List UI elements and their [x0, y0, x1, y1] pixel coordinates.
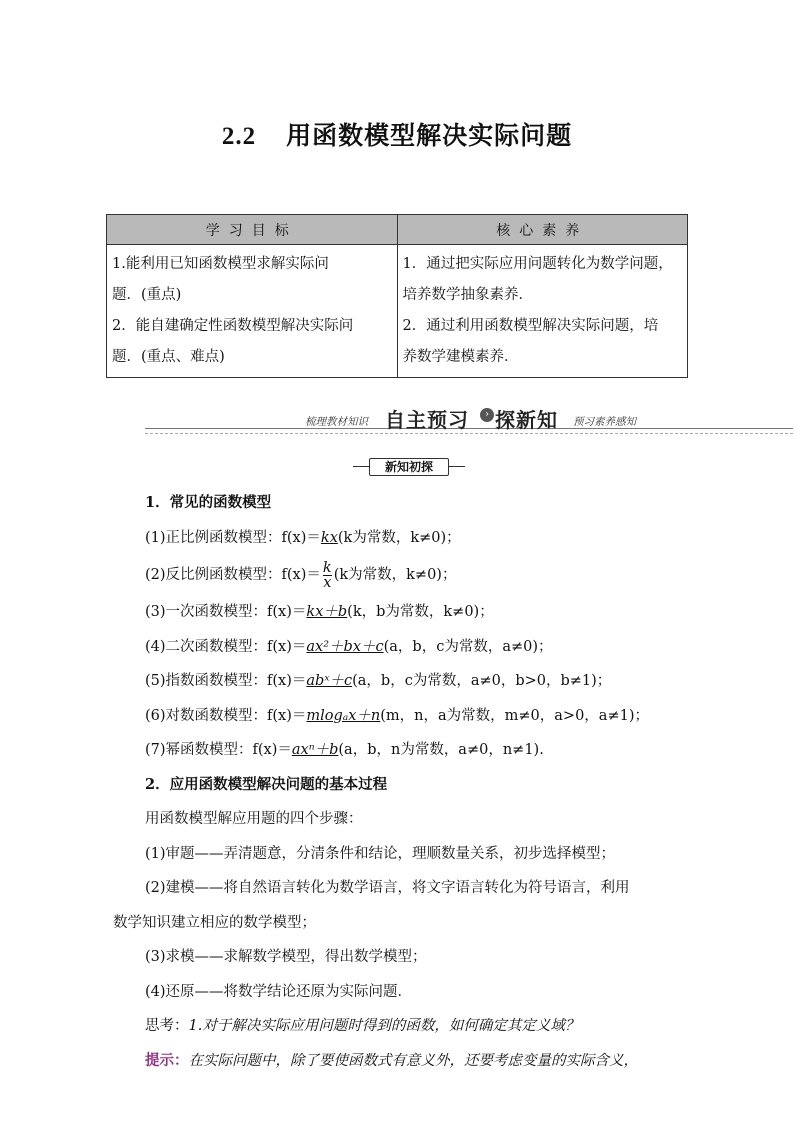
model-formula: kx＋b [306, 604, 348, 620]
section-number: 2.2 [221, 123, 257, 150]
literacy-line: 培养数学抽象素养． [402, 287, 533, 303]
step-line: (2)建模——将自然语言转化为数学语言，将文字语言转化为符号语言，利用 [145, 880, 630, 896]
model-text: (6)对数函数模型：f(x)＝ [145, 707, 307, 724]
model-1 [113, 521, 688, 556]
fraction [323, 561, 332, 590]
title-text: 用函数模型解决实际问题 [286, 121, 573, 150]
goal-line: 1.能利用已知函数模型求解实际问 [112, 256, 329, 272]
model-formula: kx [320, 529, 338, 546]
model-text: (a，b，n为常数，a≠0，n≠1). [338, 742, 544, 758]
banner-dashed-rule [145, 433, 793, 434]
goal-line: 题．(重点) [112, 287, 182, 303]
model-text: (7)幂函数模型：f(x)＝ [145, 742, 292, 758]
arrow-right-icon: › [480, 408, 494, 422]
banner-title-2: 探新知 [495, 408, 558, 432]
banner-right-caption: 预习素养感知 [573, 416, 636, 428]
model-text: (a，b，c为常数，a≠0)； [383, 638, 553, 655]
model-7 [113, 733, 688, 768]
banner-title-1: 自主预习 [385, 408, 469, 432]
goal-line: 2．能自建确定性函数模型解决实际问 [112, 318, 354, 334]
section-banner [145, 406, 793, 436]
banner-left-caption: 梳理教材知识 [305, 416, 368, 428]
literacy-line: 1．通过把实际应用问题转化为数学问题， [402, 256, 673, 272]
step-line: 数学知识建立相应的数学模型； [113, 914, 316, 931]
think-text: 1.对于解决实际应用问题时得到的函数，如何确定其定义域？ [188, 1018, 580, 1034]
step-line: (3)求模——求解数学模型，得出数学模型； [145, 949, 427, 965]
model-text: (2)反比例函数模型：f(x)＝ [145, 567, 321, 583]
core-literacy-cell [397, 245, 688, 378]
think-question [113, 1009, 688, 1044]
denominator: x [323, 574, 332, 591]
heading-basic-process: 2．应用函数模型解决问题的基本过程 [145, 775, 388, 793]
model-text: (k，b为常数，k≠0)； [347, 604, 494, 620]
model-text: (4)二次函数模型：f(x)＝ [145, 638, 307, 655]
model-6 [113, 699, 688, 734]
model-text: (m，n，a为常数，m≠0，a>0，a≠1)； [380, 707, 649, 724]
learning-goals-cell [107, 245, 398, 378]
model-formula: axⁿ＋b [291, 742, 339, 758]
main-content [113, 486, 688, 1078]
model-text: (k为常数，k≠0)； [333, 567, 457, 583]
model-formula: ax²＋bx＋c [306, 638, 384, 655]
model-4 [113, 630, 688, 665]
model-5 [113, 664, 688, 699]
literacy-line: 养数学建模素养． [402, 349, 519, 365]
literacy-line: 2．通过利用函数模型解决实际问题，培 [402, 318, 659, 334]
model-formula: abˣ＋c [306, 673, 353, 689]
tag-label: 新知初探 [369, 458, 449, 476]
banner-rule [145, 428, 793, 429]
goals-table [106, 214, 688, 378]
goal-line: 题．(重点、难点) [112, 349, 225, 365]
hint-text: 在实际问题中，除了要使函数式有意义外，还要考虑变量的实际含义， [188, 1052, 638, 1069]
model-2 [113, 555, 688, 595]
header-core-literacy: 核心素养 [397, 215, 688, 245]
hint-line [113, 1044, 688, 1079]
model-text: (a，b，c为常数，a≠0，b>0，b≠1)； [352, 673, 612, 689]
section-tag [353, 458, 465, 476]
page-title [0, 116, 794, 152]
model-3 [113, 595, 688, 630]
step-line: (4)还原——将数学结论还原为实际问题． [145, 983, 413, 1000]
model-text: (k为常数，k≠0)； [337, 529, 461, 546]
numerator: k [322, 559, 332, 576]
header-learning-goals: 学习目标 [107, 215, 398, 245]
model-text: (5)指数函数模型：f(x)＝ [145, 673, 307, 689]
model-text: (3)一次函数模型：f(x)＝ [145, 604, 307, 620]
hint-label: 提示： [145, 1051, 189, 1069]
think-label: 思考： [145, 1018, 189, 1034]
model-text: (1)正比例函数模型：f(x)＝ [145, 529, 321, 546]
model-formula: mlogₐx＋n [306, 707, 381, 724]
step-line: (1)审题——弄清题意，分清条件和结论，理顺数量关系，初步选择模型； [145, 845, 616, 862]
heading-common-models: 1．常见的函数模型 [145, 494, 272, 511]
steps-intro: 用函数模型解应用题的四个步骤： [145, 811, 363, 827]
